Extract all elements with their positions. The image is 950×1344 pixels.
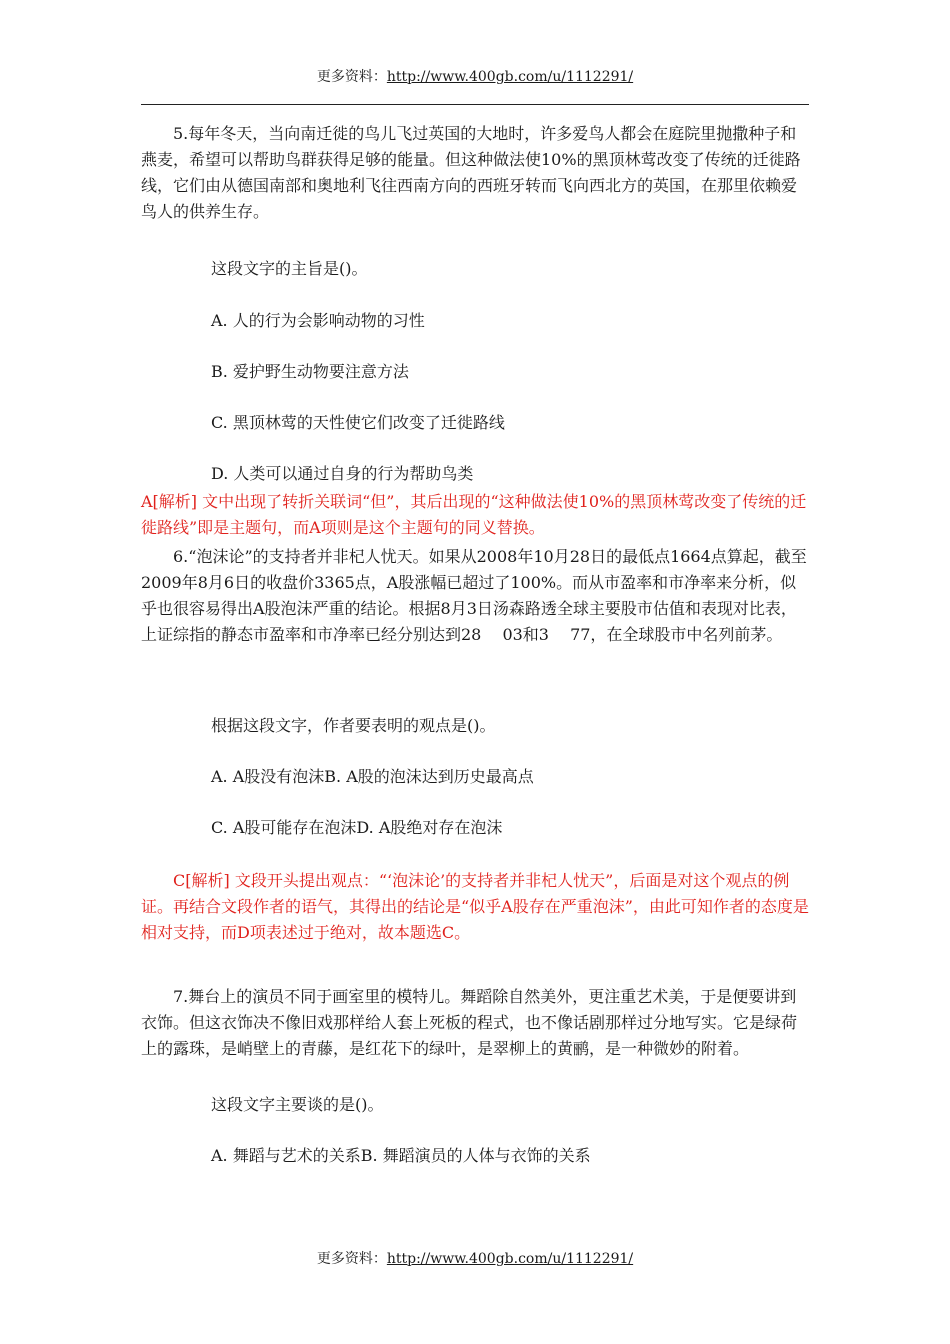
page-header	[0, 66, 950, 86]
q7-options-ab: A. 舞蹈与艺术的关系B. 舞蹈演员的人体与衣饰的关系	[211, 1146, 591, 1165]
header-label: 更多资料：	[316, 69, 387, 85]
q5-option-a: A. 人的行为会影响动物的习性	[211, 311, 425, 330]
header-divider	[141, 104, 809, 105]
q5-option-d: D. 人类可以通过自身的行为帮助鸟类	[211, 464, 474, 483]
q6-passage: 6.“泡沫论”的支持者并非杞人忧天。如果从2008年10月28日的最低点1664点算起，截至2009年8月6日的收盘价3365点，A股涨幅已超过了100%。而从市盈率和市净率来分析，似乎也很容易得出A股泡沫严重的结论。根据8月3日汤森路透全球主要股市估值和表现对比表，上证综指的静态市盈率和市净率已经分别达到28 03和3 77，在全球股市中名列前茅。	[141, 547, 807, 644]
q5-analysis: A[解析] 文中出现了转折关联词“但”，其后出现的“这种做法使10%的黑顶林莺改变了传统的迁徙路线”即是主题句，而A项则是这个主题句的同义替换。	[141, 492, 807, 537]
q6-options-ab: A. A股没有泡沫B. A股的泡沫达到历史最高点	[211, 767, 534, 786]
q6-question: 根据这段文字，作者要表明的观点是()。	[211, 716, 496, 735]
q7-passage: 7.舞台上的演员不同于画室里的模特儿。舞蹈除自然美外，更注重艺术美，于是便要讲到衣饰。但这衣饰决不像旧戏那样给人套上死板的程式，也不像话剧那样过分地写实。它是绿荷上的露珠，是峭壁上的青藤，是红花下的绿叶，是翠柳上的黄鹂，是一种微妙的附着。	[141, 987, 798, 1058]
q5-passage: 5.每年冬天，当向南迁徙的鸟儿飞过英国的大地时，许多爱鸟人都会在庭院里抛撒种子和燕麦，希望可以帮助鸟群获得足够的能量。但这种做法使10%的黑顶林莺改变了传统的迁徙路线，它们由从德国南部和奥地利飞往西南方向的西班牙转而飞向西北方的英国，在那里依赖爱鸟人的供养生存。	[141, 124, 801, 221]
q6-options-cd: C. A股可能存在泡沫D. A股绝对存在泡沫	[211, 818, 503, 837]
q6-analysis: C[解析] 文段开头提出观点：“‘泡沫论’的支持者并非杞人忧天”，后面是对这个观点的例证。再结合文段作者的语气，其得出的结论是“似乎A股存在严重泡沫”，由此可知作者的态度是相对支持，而D项表述过于绝对，故本题选C。	[141, 871, 809, 942]
footer-label: 更多资料：	[316, 1251, 387, 1267]
footer-link[interactable]: http://www.400gb.com/u/1112291/	[386, 1251, 634, 1267]
q5-option-b: B. 爱护野生动物要注意方法	[211, 362, 409, 381]
q5-option-c: C. 黑顶林莺的天性使它们改变了迁徙路线	[211, 413, 505, 432]
q7-question: 这段文字主要谈的是()。	[211, 1095, 384, 1114]
q5-question: 这段文字的主旨是()。	[211, 259, 368, 278]
header-link[interactable]: http://www.400gb.com/u/1112291/	[386, 69, 634, 85]
page-footer	[0, 1248, 950, 1268]
